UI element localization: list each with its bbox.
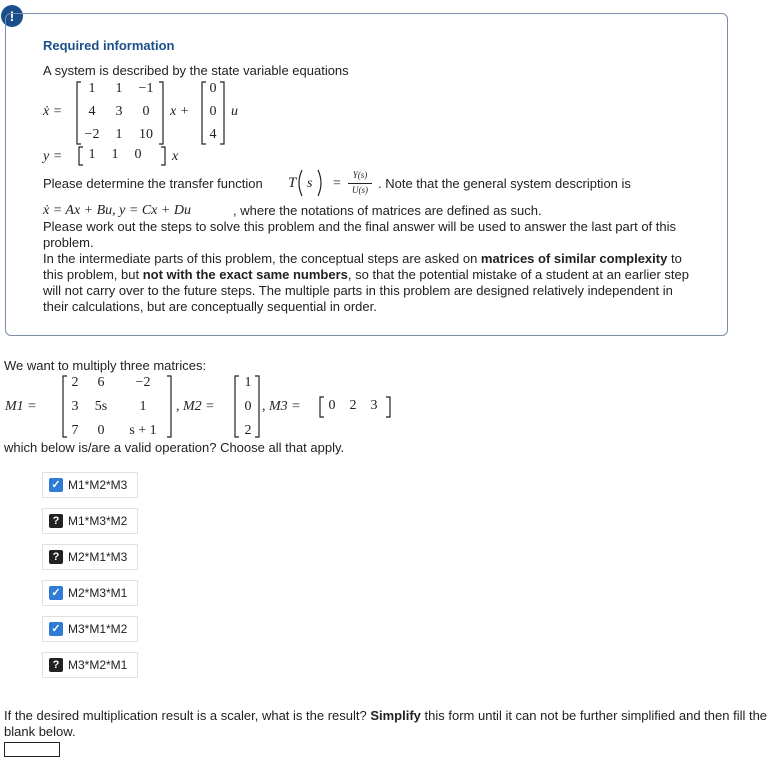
matrix-cell: 4 — [209, 127, 217, 142]
matrix-cell: 0 — [134, 147, 142, 162]
option-label: M3*M2*M1 — [68, 658, 128, 672]
final-bold: Simplify — [370, 708, 421, 723]
transfer-equals: = — [333, 176, 341, 191]
matrix-cell: 1 — [115, 127, 123, 142]
matrix-cell: −1 — [138, 81, 154, 96]
transfer-numerator: Y(s) — [352, 170, 368, 180]
option-m1-m3-m2[interactable] — [42, 508, 138, 534]
para-text-1: In the intermediate parts of this problem, the conceptual steps are asked on — [43, 251, 481, 266]
matrix-cell: 1 — [115, 81, 123, 96]
para-bold-1: matrices of similar complexity — [480, 251, 668, 266]
m2-label: , M2 = — [176, 399, 215, 414]
matrix-cell: 1 — [88, 147, 96, 162]
alert-icon: ! — [1, 5, 23, 27]
option-label: M1*M2*M3 — [68, 478, 128, 492]
option-label: M2*M3*M1 — [68, 586, 128, 600]
matrix-cell: s + 1 — [129, 423, 157, 438]
final-text-2: this form until it can not be further simplified and then fill the blank below. — [4, 708, 768, 739]
option-label: M2*M1*M3 — [68, 550, 128, 564]
matrix-cell: 10 — [139, 127, 153, 142]
matrix-cell: 7 — [71, 423, 79, 438]
instructions-paragraph: Please work out the steps to solve this problem and the final answer will be used to answer the last part of this problem. — [43, 219, 677, 250]
question-intro: We want to multiply three matrices: — [4, 358, 207, 373]
matrix-cell: 3 — [115, 104, 123, 119]
state-eq-lhs: ẋ = — [43, 104, 63, 119]
final-question — [4, 708, 774, 740]
final-text-1: If the desired multiplication result is a scaler, what is the result? — [4, 708, 371, 723]
state-eq-u: u — [231, 104, 238, 119]
matrix-cell: 0 — [209, 81, 217, 96]
matrix-cell: 2 — [349, 398, 357, 413]
para-text-2: to this problem, but — [43, 251, 682, 282]
option-m3-m1-m2[interactable] — [42, 616, 138, 642]
option-label: M1*M3*M2 — [68, 514, 128, 528]
info-intro: A system is described by the state variable equations — [43, 63, 349, 78]
m3-label: , M3 = — [262, 399, 301, 414]
transfer-denominator: U(s) — [352, 185, 368, 195]
intermediate-paragraph — [43, 251, 693, 315]
question-prompt: which below is/are a valid operation? Choose all that apply. — [4, 440, 345, 455]
para-text-3: , so that the potential mistake of a student at an earlier step will not carry over to the future steps. The multiple parts in this problem are designed relatively independent in their calculations, but are conceptually sequential in order. — [43, 267, 689, 314]
matrix-cell: 0 — [244, 399, 252, 414]
option-label: M3*M1*M2 — [68, 622, 128, 636]
para-bold-2: not with the exact same numbers — [142, 267, 348, 282]
question-icon: ? — [49, 658, 63, 672]
matrix-cell: 1 — [244, 375, 252, 390]
transfer-s: s — [307, 176, 313, 191]
output-eq-x: x — [172, 149, 179, 164]
option-m2-m1-m3[interactable] — [42, 544, 138, 570]
option-m2-m3-m1[interactable] — [42, 580, 138, 606]
matrix-cell: 0 — [97, 423, 105, 438]
matrix-cell: 2 — [71, 375, 79, 390]
general-system-text: , where the notations of matrices are defined as such. — [233, 203, 542, 218]
matrix-cell: 5s — [94, 399, 108, 414]
transfer-post: . Note that the general system description is — [378, 176, 631, 191]
transfer-t: T — [288, 175, 297, 191]
question-icon: ? — [49, 514, 63, 528]
matrix-cell: 0 — [209, 104, 217, 119]
option-m1-m2-m3[interactable] — [42, 472, 138, 498]
checkmark-icon: ✓ — [49, 622, 63, 636]
matrix-cell: 3 — [71, 399, 79, 414]
info-heading: Required information — [43, 38, 175, 53]
matrix-cell: 3 — [370, 398, 378, 413]
matrix-cell: 6 — [97, 375, 105, 390]
state-eq-x-plus: x + — [170, 104, 190, 119]
matrix-cell: −2 — [135, 375, 151, 390]
matrix-cell: 1 — [111, 147, 119, 162]
answer-input[interactable] — [4, 742, 60, 757]
general-system-math: ẋ = Ax + Bu, y = Cx + Du — [43, 203, 191, 218]
checkmark-icon: ✓ — [49, 478, 63, 492]
matrix-cell: 0 — [142, 104, 150, 119]
matrix-cell: 1 — [139, 399, 147, 414]
matrix-cell: 2 — [244, 423, 252, 438]
matrix-cell: 4 — [88, 104, 96, 119]
matrix-cell: 0 — [328, 398, 336, 413]
output-eq-lhs: y = — [43, 149, 63, 164]
matrix-cell: −2 — [84, 127, 100, 142]
option-m3-m2-m1[interactable] — [42, 652, 138, 678]
question-icon: ? — [49, 550, 63, 564]
matrix-cell: 1 — [88, 81, 96, 96]
m1-label: M1 = — [5, 399, 37, 414]
transfer-pre: Please determine the transfer function — [43, 176, 263, 191]
checkmark-icon: ✓ — [49, 586, 63, 600]
fraction-bar — [348, 183, 372, 184]
